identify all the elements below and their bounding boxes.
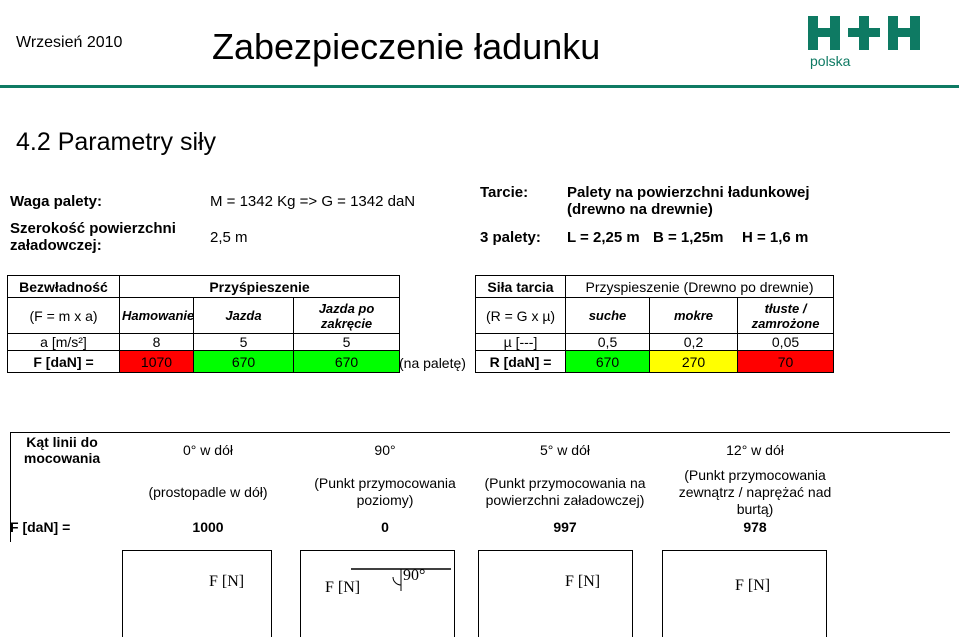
diagram-0 [122,550,272,637]
mu-wet: 0,2 [650,334,738,351]
diagram-1-arrow-icon [301,551,456,637]
width-value: 2,5 m [210,229,248,246]
diagram-2 [478,550,633,637]
accel-braking: 8 [120,334,194,351]
friction-accel-header: Przyspieszenie (Drewno po drewnie) [566,276,834,298]
angle-1: 90° [374,442,396,458]
header-divider [0,85,959,88]
pallets-length: L = 2,25 m [567,229,640,246]
col-wet: mokre [650,298,738,334]
r-dry: 670 [566,351,650,373]
angle-force-0: 1000 [192,519,224,535]
inertia-header: Bezwładność [8,276,120,298]
angle-desc-3: (Punkt przymocowania zewnątrz / naprężać nad burtą) [678,467,832,517]
angle-label: Kąt linii do mocowania [23,434,101,466]
pallets-label: 3 palety: [480,229,541,246]
weight-label: Waga palety: [10,193,102,210]
r-label: R [daN] = [476,351,566,373]
friction-label: Tarcie: [480,184,529,201]
angle-0: 0° w dół [183,442,233,458]
r-wet: 270 [650,351,738,373]
col-dry: suche [566,298,650,334]
friction-table [475,275,834,373]
force-driving: 670 [194,351,294,373]
inertia-table [7,275,400,373]
force-braking: 1070 [120,351,194,373]
diagram-3 [662,550,827,637]
diagram-1 [300,550,455,637]
diagram-1-angle-label: 90° [403,567,426,584]
angle-3: 12° w dół [726,442,784,458]
accel-label: a [m/s²] [8,334,120,351]
mu-greasy: 0,05 [738,334,834,351]
pallets-height: H = 1,6 m [742,229,809,246]
angle-desc-2: (Punkt przymocowania na powierzchni załadowczej) [484,475,646,508]
accel-driving: 5 [194,334,294,351]
friction-value: Palety na powierzchni ładunkowej (drewno na drewnie) [567,184,810,218]
accel-curve: 5 [294,334,400,351]
date-label: Wrzesień 2010 [16,34,123,51]
angle-force-3: 978 [743,519,767,535]
mu-dry: 0,5 [566,334,650,351]
diagram-0-force-label: F [N] [209,573,245,590]
diagram-2-force-label: F [N] [565,573,601,590]
col-driving: Jazda [194,298,294,334]
logo-subtitle: polska [810,53,851,69]
width-label: Szerokość powierzchni załadowczej: [10,220,176,254]
angle-force-label: F [daN] = [10,519,71,535]
friction-formula: (R = G x µ) [476,298,566,334]
angle-desc-1: (Punkt przymocowania poziomy) [314,475,456,508]
col-curve: Jazda po zakręcie [294,298,400,334]
page-title: Zabezpieczenie ładunku [212,26,601,67]
force-label: F [daN] = [8,351,120,373]
friction-header: Siła tarcia [476,276,566,298]
section-title: 4.2 Parametry siły [16,128,217,156]
diagram-3-force-label: F [N] [735,577,771,594]
angle-2: 5° w dół [540,442,590,458]
diagram-1-force-label: F [N] [325,579,361,596]
col-greasy: tłuste / zamrożone [738,298,834,334]
angle-force-1: 0 [381,519,389,535]
angle-desc-0: (prostopadle w dół) [148,484,268,500]
force-curve: 670 [294,351,400,373]
inertia-formula: (F = m x a) [8,298,120,334]
col-braking: Hamowanie [120,298,194,334]
acceleration-header: Przyśpieszenie [120,276,400,298]
mu-label: µ [---] [476,334,566,351]
weight-value: M = 1342 Kg => G = 1342 daN [210,193,416,210]
pallets-width: B = 1,25m [653,229,724,246]
angle-force-2: 997 [553,519,577,535]
per-pallet-note: (na paletę) [399,355,466,371]
r-greasy: 70 [738,351,834,373]
